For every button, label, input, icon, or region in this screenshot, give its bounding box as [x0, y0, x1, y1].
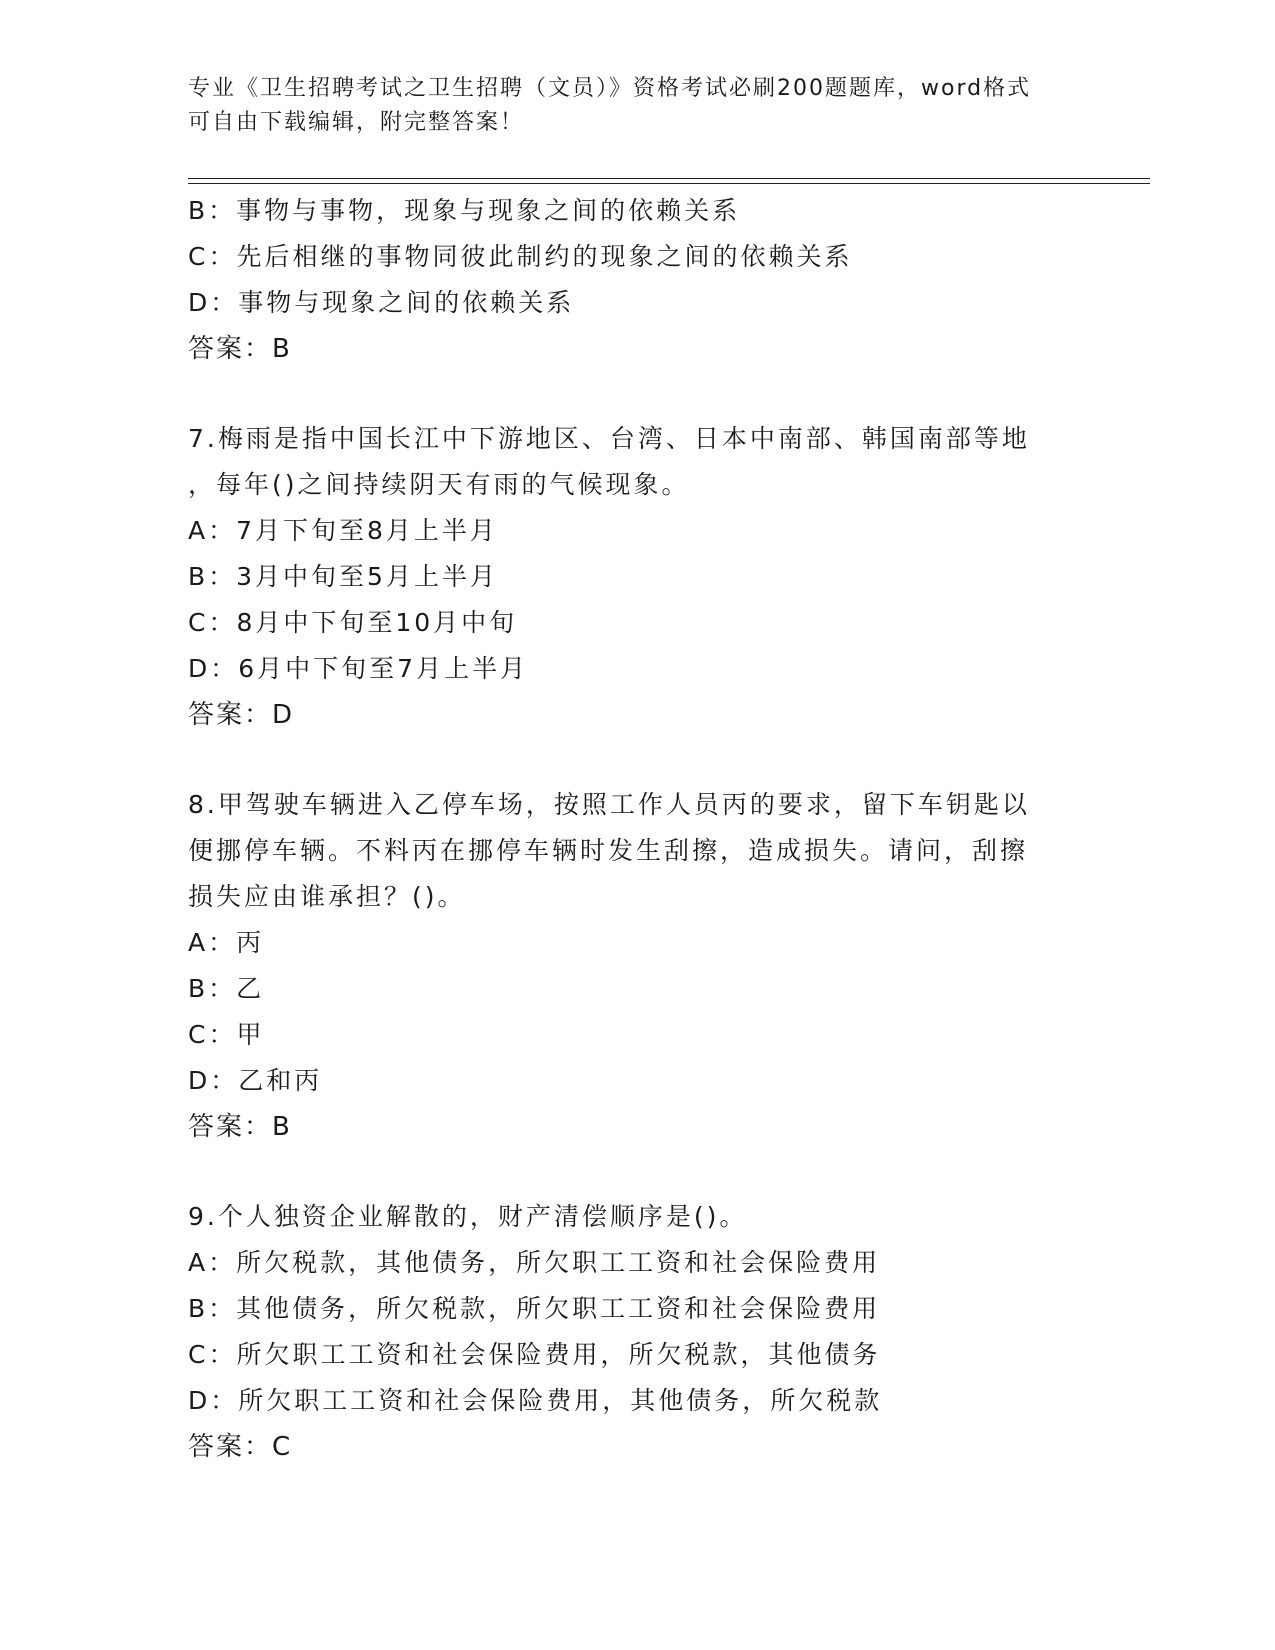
question-text: 便挪停车辆。不料丙在挪停车辆时发生刮擦，造成损失。请问，刮擦 — [188, 836, 1029, 865]
option-d: D：事物与现象之间的依赖关系 — [188, 288, 575, 317]
option-c: C：所欠职工工资和社会保险费用，所欠税款，其他债务 — [188, 1340, 881, 1369]
question-block-9 — [188, 1194, 1148, 1470]
answer-line: 答案：B — [188, 334, 292, 364]
answer-line: 答案：C — [188, 1432, 293, 1462]
option-d: D：6月中下旬至7月上半月 — [188, 654, 529, 683]
question-text: 9.个人独资企业解散的，财产清偿顺序是()。 — [188, 1202, 748, 1231]
question-text: 损失应由谁承担？()。 — [188, 882, 466, 911]
option-c: C：甲 — [188, 1020, 265, 1049]
option-c: C：8月中下旬至10月中旬 — [188, 608, 518, 637]
option-a: A：丙 — [188, 928, 265, 957]
page-header — [188, 72, 1068, 140]
question-text: 8.甲驾驶车辆进入乙停车场，按照工作人员丙的要求，留下车钥匙以 — [188, 790, 1030, 819]
answer-line: 答案：B — [188, 1112, 292, 1142]
header-divider-top — [188, 178, 1150, 179]
question-list — [188, 188, 1148, 1470]
option-b: B：事物与事物，现象与现象之间的依赖关系 — [188, 196, 741, 225]
option-d: D：乙和丙 — [188, 1066, 323, 1095]
option-b: B：3月中旬至5月上半月 — [188, 562, 498, 591]
question-block-7 — [188, 416, 1148, 738]
question-text: ，每年()之间持续阴天有雨的气候现象。 — [188, 470, 690, 499]
header-title-line-2: 可自由下载编辑，附完整答案！ — [188, 110, 525, 135]
answer-line: 答案：D — [188, 700, 295, 730]
question-block-6 — [188, 188, 1148, 372]
option-a: A：所欠税款，其他债务，所欠职工工资和社会保险费用 — [188, 1248, 881, 1277]
option-c: C：先后相继的事物同彼此制约的现象之间的依赖关系 — [188, 242, 853, 271]
header-title-line-1: 专业《卫生招聘考试之卫生招聘（文员）》资格考试必刷200题题库，word格式 — [188, 76, 1032, 101]
option-d: D：所欠职工工资和社会保险费用，其他债务，所欠税款 — [188, 1386, 883, 1415]
header-divider-bottom — [188, 183, 1150, 184]
question-text: 7.梅雨是指中国长江中下游地区、台湾、日本中南部、韩国南部等地 — [188, 424, 1030, 453]
option-b: B：乙 — [188, 974, 265, 1003]
option-a: A：7月下旬至8月上半月 — [188, 516, 498, 545]
question-block-8 — [188, 782, 1148, 1150]
option-b: B：其他债务，所欠税款，所欠职工工资和社会保险费用 — [188, 1294, 881, 1323]
